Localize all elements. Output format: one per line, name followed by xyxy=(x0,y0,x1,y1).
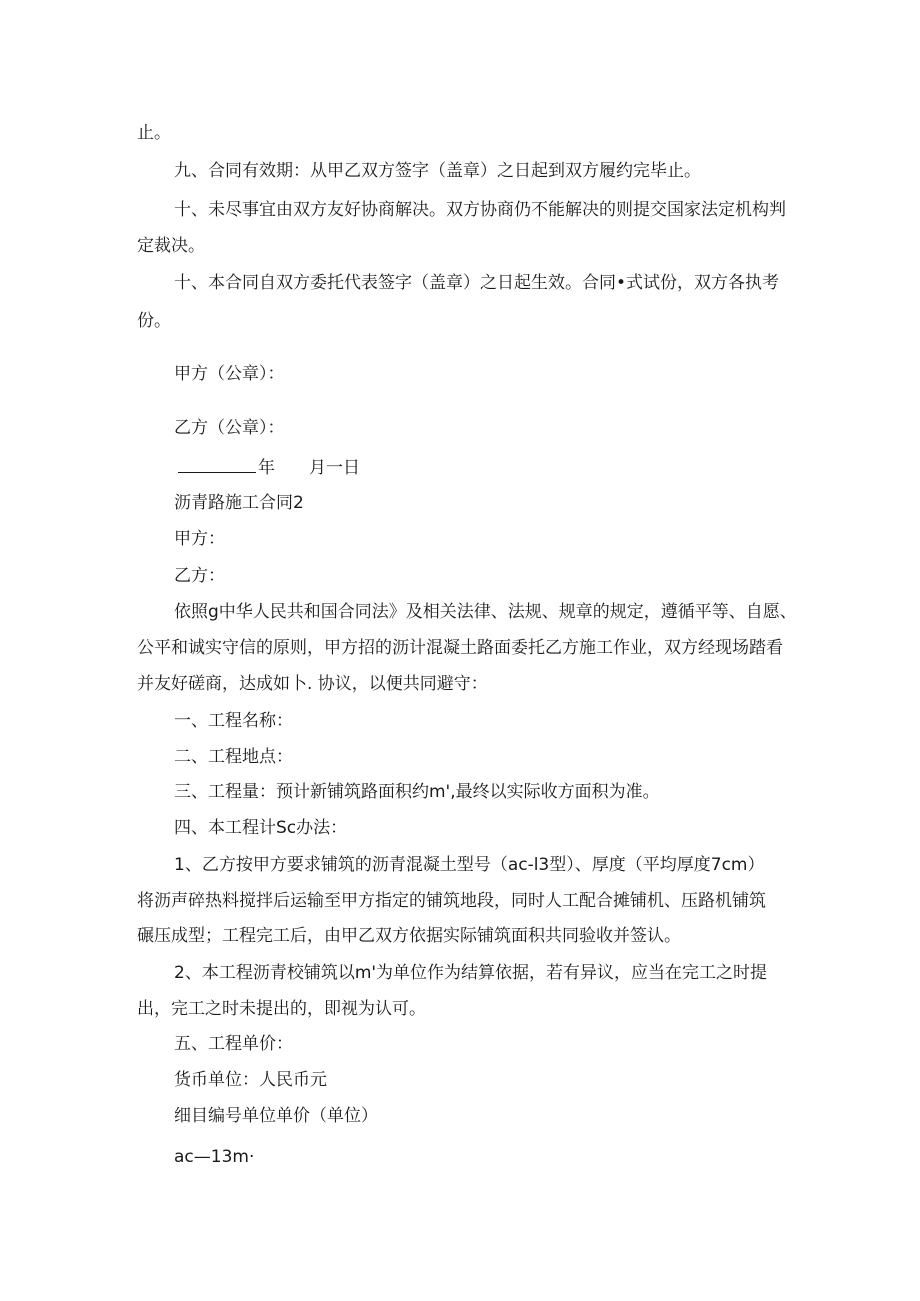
party-a: 甲方： xyxy=(174,529,225,549)
preamble-line: 并友好磋商，达成如卜. 协议，以便共同避守： xyxy=(137,674,488,694)
contract-title: 沥青路施工合同2 xyxy=(174,493,304,513)
preamble-line: 公平和诚实守信的原则，甲方招的沥计混凝土路面委托乙方施工作业，双方经现场踏看 xyxy=(137,638,783,658)
date-blank xyxy=(178,456,256,473)
clause-nine: 九、合同有效期：从甲乙双方签字（盖章）之日起到双方履约完毕止。 xyxy=(174,161,701,181)
text-line: 定裁决。 xyxy=(137,236,205,256)
text-line: 止。 xyxy=(137,123,171,143)
party-b: 乙方： xyxy=(174,566,225,586)
method-item-2: 2、本工程沥青校铺筑以m'为单位作为结算依据，若有异议，应当在完工之时提 xyxy=(174,963,768,983)
clause-ten: 十、未尽事宜由双方友好协商解决。双方协商仍不能解决的则提交国家法定机构判 xyxy=(174,200,786,220)
clause-ten-b: 十、本合同自双方委托代表签字（盖章）之日起生效。合同•式试份，双方各执考 xyxy=(174,273,780,293)
price-table-row: ac—13m· xyxy=(174,1147,255,1167)
project-name: 一、工程名称： xyxy=(174,711,293,731)
date-year-label: 年 xyxy=(258,458,275,478)
date-month-day-label: 月一日 xyxy=(309,458,360,478)
party-a-seal: 甲方（公章）： xyxy=(174,364,285,384)
method-item-1-cont: 碾压成型；工程完工后，由甲乙双方依据实际铺筑面积共同验收并签认。 xyxy=(137,926,681,946)
preamble-line: 依照g中华人民共和国合同法》及相关法律、法规、规章的规定，遵循平等、自愿、 xyxy=(174,602,797,622)
text-line: 份。 xyxy=(137,311,171,331)
price-table-header: 细目编号单位单价（单位） xyxy=(174,1106,378,1126)
measurement-method: 四、本工程计Sc办法： xyxy=(174,818,348,838)
date-line xyxy=(178,456,360,478)
method-item-1: 1、乙方按甲方要求铺筑的沥青混凝土型号（ac-l3型）、厚度（平均厚度7cm） xyxy=(174,855,765,875)
party-b-seal: 乙方（公章）： xyxy=(174,418,285,438)
currency-unit: 货币单位：人民币元 xyxy=(174,1070,327,1090)
project-quantity: 三、工程量：预计新铺筑路面积约m',最终以实际收方面积为准。 xyxy=(174,782,660,802)
project-location: 二、工程地点： xyxy=(174,747,293,767)
method-item-2-cont: 出，完工之时未提出的，即视为认可。 xyxy=(137,999,426,1019)
method-item-1-cont: 将沥声碎热料搅拌后运输至甲方指定的铺筑地段，同时人工配合摊铺机、压路机铺筑 xyxy=(137,891,766,911)
unit-price-heading: 五、工程单价： xyxy=(174,1034,293,1054)
